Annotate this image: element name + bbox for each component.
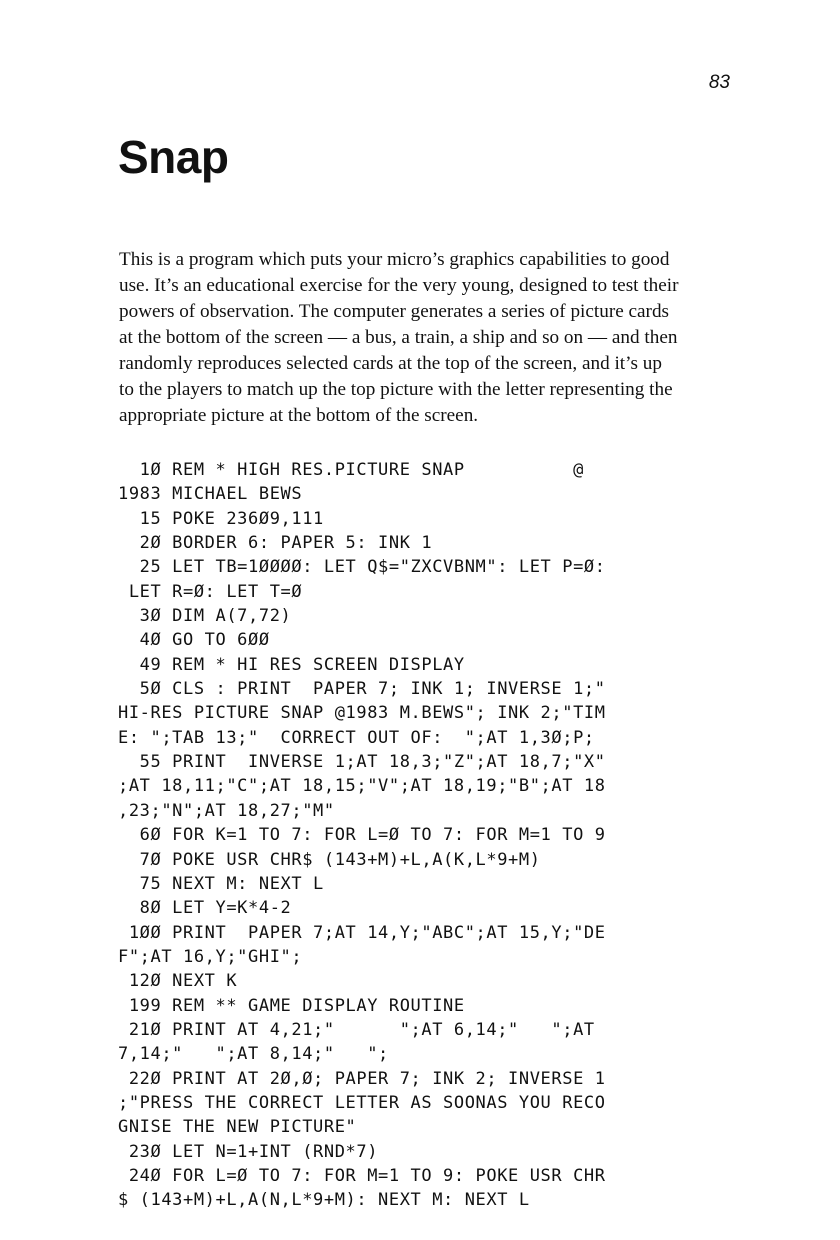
intro-paragraph (119, 247, 724, 429)
listing-line: 2Ø BORDER 6: PAPER 5: INK 1 (118, 533, 433, 554)
listing-line: 12Ø NEXT K (118, 971, 238, 992)
listing-line: F";AT 16,Y;"GHI"; (118, 946, 303, 967)
listing-line: $ (143+M)+L,A(N,L*9+M): NEXT M: NEXT L (118, 1190, 530, 1211)
listing-line: GNISE THE NEW PICTURE" (118, 1117, 357, 1138)
intro-line: randomly reproduces selected cards at the top of the screen, and it’s up (119, 353, 662, 374)
listing-line: ;AT 18,11;"C";AT 18,15;"V";AT 18,19;"B";AT 18 (118, 776, 606, 797)
intro-line: This is a program which puts your micro’s graphics capabilities to good (119, 249, 670, 270)
listing-line: 21Ø PRINT AT 4,21;" ";AT 6,14;" ";AT (118, 1019, 595, 1040)
listing-line: 1983 MICHAEL BEWS (118, 484, 303, 505)
intro-line: at the bottom of the screen — a bus, a train, a ship and so on — and then (119, 327, 678, 348)
listing-line: ,23;"N";AT 18,27;"M" (118, 800, 335, 821)
listing-line: 15 POKE 236Ø9,111 (118, 508, 324, 529)
listing-line: HI-RES PICTURE SNAP @1983 M.BEWS"; INK 2;"TIM (118, 703, 606, 724)
chapter-title: Snap (118, 131, 229, 183)
listing-line: 55 PRINT INVERSE 1;AT 18,3;"Z";AT 18,7;"X" (118, 752, 606, 773)
listing-line: 8Ø LET Y=K*4-2 (118, 898, 292, 919)
listing-line: 75 NEXT M: NEXT L (118, 873, 324, 894)
listing-line: LET R=Ø: LET T=Ø (118, 581, 303, 602)
listing-line: 4Ø GO TO 6ØØ (118, 630, 270, 651)
intro-line: to the players to match up the top picture with the letter representing the (119, 379, 673, 400)
page-number: 83 (708, 72, 730, 93)
listing-line: 49 REM * HI RES SCREEN DISPLAY (118, 654, 465, 675)
listing-line: 3Ø DIM A(7,72) (118, 606, 292, 627)
listing-line: 22Ø PRINT AT 2Ø,Ø; PAPER 7; INK 2; INVERSE 1 (118, 1068, 606, 1089)
listing-line: 7,14;" ";AT 8,14;" "; (118, 1044, 389, 1065)
listing-line: ;"PRESS THE CORRECT LETTER AS SOONAS YOU RECO (118, 1092, 606, 1113)
listing-line: 199 REM ** GAME DISPLAY ROUTINE (118, 995, 465, 1016)
intro-line: appropriate picture at the bottom of the screen. (119, 405, 479, 426)
listing-line: 1Ø REM * HIGH RES.PICTURE SNAP @ (118, 460, 584, 480)
listing-line: 25 LET TB=1ØØØØ: LET Q$="ZXCVBNM": LET P=Ø: (118, 557, 606, 578)
intro-line: powers of observation. The computer generates a series of picture cards (119, 301, 670, 322)
listing-line: E: ";TAB 13;" CORRECT OUT OF: ";AT 1,3Ø;P; (118, 727, 595, 748)
listing-line: 1ØØ PRINT PAPER 7;AT 14,Y;"ABC";AT 15,Y;"DE (118, 922, 606, 943)
listing-line: 6Ø FOR K=1 TO 7: FOR L=Ø TO 7: FOR M=1 TO 9 (118, 825, 606, 846)
intro-line: use. It’s an educational exercise for the very young, designed to test their (119, 275, 679, 296)
listing-line: 5Ø CLS : PRINT PAPER 7; INK 1; INVERSE 1;" (118, 679, 606, 700)
program-listing (118, 458, 743, 1213)
listing-line: 24Ø FOR L=Ø TO 7: FOR M=1 TO 9: POKE USR CHR (118, 1165, 606, 1186)
listing-line: 7Ø POKE USR CHR$ (143+M)+L,A(K,L*9+M) (118, 849, 541, 870)
listing-line: 23Ø LET N=1+INT (RND*7) (118, 1141, 379, 1162)
